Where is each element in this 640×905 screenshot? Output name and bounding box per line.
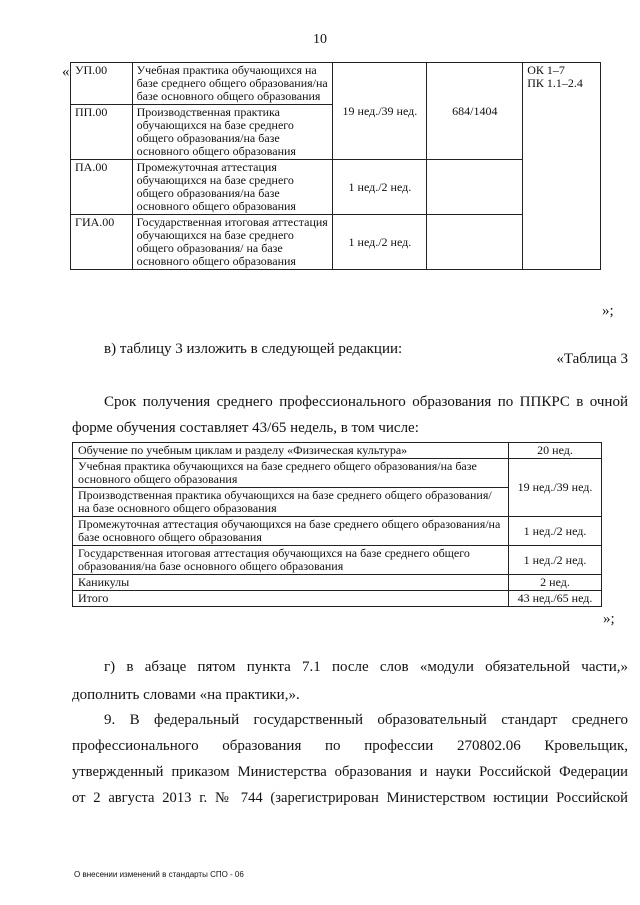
table-row xyxy=(71,215,601,270)
table-cell-value: 2 нед. xyxy=(509,575,602,591)
table-cell-empty xyxy=(427,160,523,215)
table-cell-code: ПП.00 xyxy=(71,105,133,160)
table-cell-value: 19 нед./39 нед. xyxy=(509,459,602,517)
table-cell-value: 20 нед. xyxy=(509,443,602,459)
table-cell-label: Каникулы xyxy=(73,575,509,591)
competencies-pk: ПК 1.1–2.4 xyxy=(527,76,583,90)
table-cell-weeks: 1 нед./2 нед. xyxy=(333,160,427,215)
table-caption: «Таблица 3 xyxy=(556,351,628,367)
table-cell-empty xyxy=(427,215,523,270)
table-cell-code: ПА.00 xyxy=(71,160,133,215)
footer-note: О внесении изменений в стандарты СПО - 06 xyxy=(74,870,244,879)
table-row xyxy=(71,63,601,105)
practice-table xyxy=(70,62,601,270)
table-cell-value: 1 нед./2 нед. xyxy=(509,517,602,546)
table-cell-label: Итого xyxy=(73,591,509,607)
table1-open-quote: « xyxy=(62,64,70,80)
table-cell-code: УП.00 xyxy=(71,63,133,105)
page-number: 10 xyxy=(313,32,327,47)
paragraph-9-line3: утвержденный приказом Министерства образования и науки Российской Федерации xyxy=(72,764,628,780)
paragraph-g-line2: дополнить словами «на практики,». xyxy=(72,687,300,703)
paragraph-9-line1: 9. В федеральный государственный образовательный стандарт среднего xyxy=(104,712,628,728)
table-row xyxy=(73,546,602,575)
table-cell-weeks: 1 нед./2 нед. xyxy=(333,215,427,270)
duration-table xyxy=(72,442,602,607)
table-row xyxy=(73,591,602,607)
table-row xyxy=(73,459,602,488)
practice-hours-cell: 684/1404 xyxy=(427,63,523,160)
paragraph-g-line1: г) в абзаце пятом пункта 7.1 после слов «модули обязательной части,» xyxy=(104,659,628,675)
table-row xyxy=(73,517,602,546)
table-cell-label: Обучение по учебным циклам и разделу «Физическая культура» xyxy=(73,443,509,459)
practice-weeks-cell: 19 нед./39 нед. xyxy=(333,63,427,160)
table-row xyxy=(73,443,602,459)
paragraph-srok-line2: форме обучения составляет 43/65 недель, в том числе: xyxy=(72,420,419,436)
table-row xyxy=(73,575,602,591)
paragraph-9-line4: от 2 августа 2013 г. № 744 (зарегистрирован Министерством юстиции Российской xyxy=(72,790,628,806)
table2-close-quote: »; xyxy=(603,611,615,627)
table-cell-label: Производственная практика обучающихся на базе среднего общего образования/на базе основного общего образования xyxy=(73,488,509,517)
paragraph-srok-line1: Срок получения среднего профессионального образования по ППКРС в очной xyxy=(104,394,628,410)
table-cell-name: Учебная практика обучающихся на базе среднего общего образования/на базе основного общего образования xyxy=(132,63,333,105)
table-cell-label: Промежуточная аттестация обучающихся на базе среднего общего образования/на базе основного общего образования xyxy=(73,517,509,546)
table1-close-quote: »; xyxy=(602,303,614,319)
table-cell-name: Производственная практика обучающихся на базе среднего общего образования/на базе основного общего образования xyxy=(132,105,333,160)
table-cell-name: Промежуточная аттестация обучающихся на базе среднего общего образования/на базе основного общего образования xyxy=(132,160,333,215)
table-cell-code: ГИА.00 xyxy=(71,215,133,270)
competencies-ok: ОК 1–7 xyxy=(527,63,565,77)
table-cell-label: Учебная практика обучающихся на базе среднего общего образования/на базе основного общего образования xyxy=(73,459,509,488)
table-row xyxy=(71,160,601,215)
paragraph-9-line2: профессионального образования по профессии 270802.06 Кровельщик, xyxy=(72,738,628,754)
competencies-cell xyxy=(523,63,601,270)
paragraph-v: в) таблицу 3 изложить в следующей редакции: xyxy=(104,341,403,357)
table-cell-name: Государственная итоговая аттестация обучающихся на базе среднего общего образования/ на базе основного общего образования xyxy=(132,215,333,270)
table-cell-value: 1 нед./2 нед. xyxy=(509,546,602,575)
table-cell-value: 43 нед./65 нед. xyxy=(509,591,602,607)
table-cell-label: Государственная итоговая аттестация обучающихся на базе среднего общего образования/на базе основного общего образования xyxy=(73,546,509,575)
